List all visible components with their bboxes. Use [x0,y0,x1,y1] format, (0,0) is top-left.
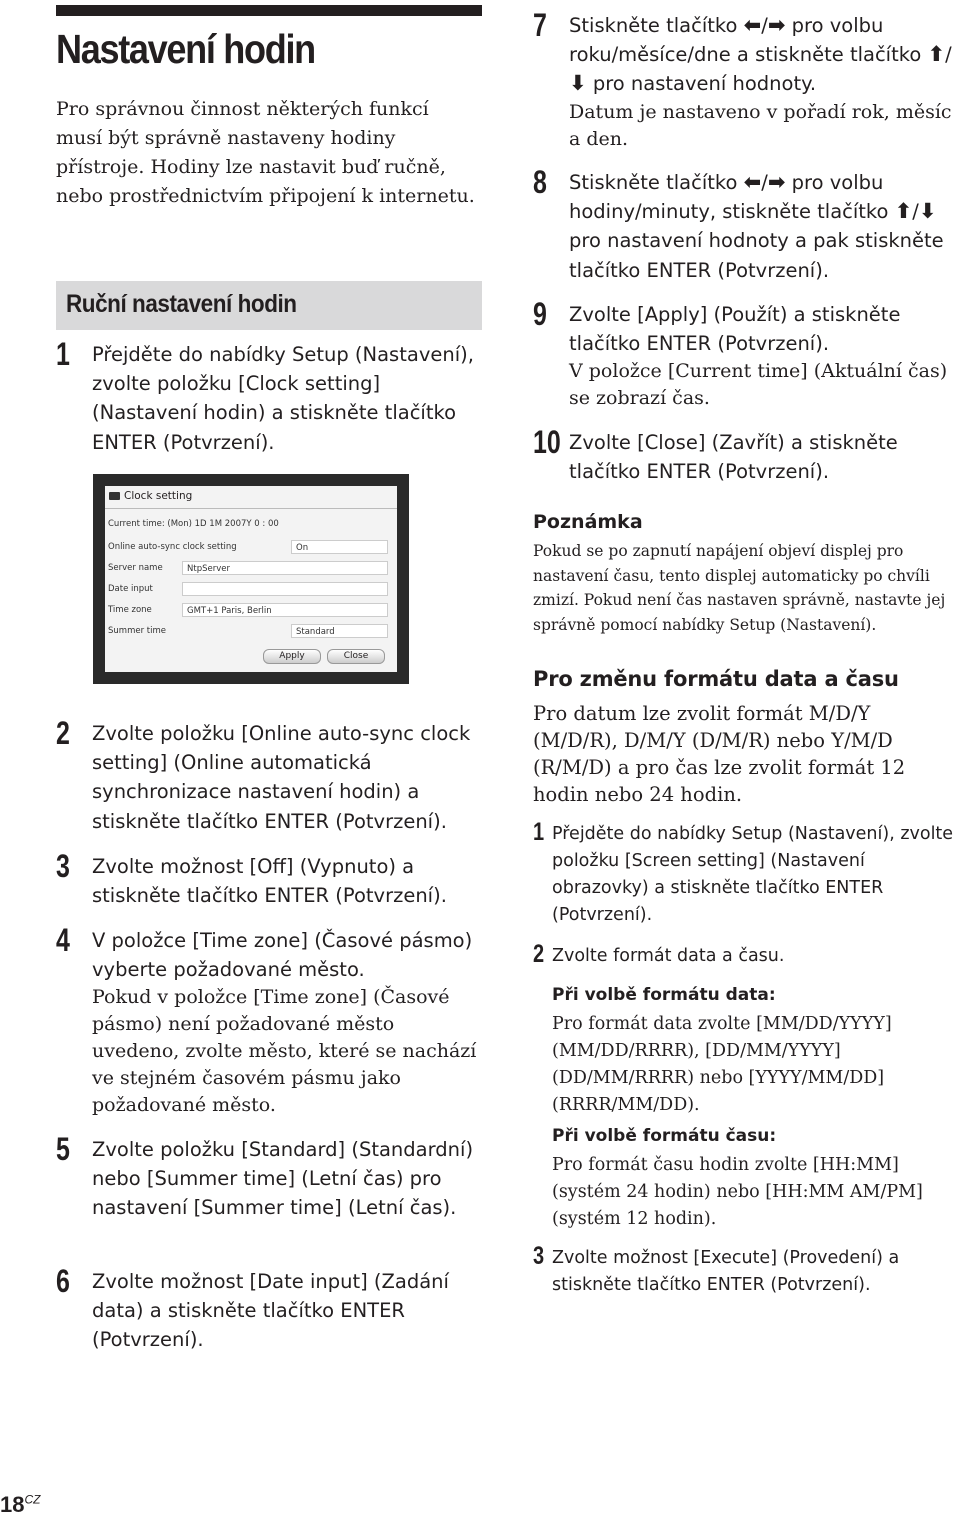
step-text-part: Stiskněte tlačítko [569,14,738,37]
step-text-part: Stiskněte tlačítko [569,171,738,194]
apply-button: Apply [263,649,321,664]
up-arrow-icon: ⬆ [927,42,946,67]
row-label: Date input [108,584,153,594]
step-number: 1 [56,336,70,372]
row-label: Server name [108,563,163,573]
step-7 [533,7,960,153]
step-text-part: pro nastavení hodnoty a pak stiskněte tlačítko ENTER (Potvrzení). [569,229,944,282]
screenshot-panel [105,486,397,672]
row-value: NtpServer [182,561,388,575]
step-number: 5 [56,1131,70,1167]
row-value: GMT+1 Paris, Berlin [182,603,388,617]
step-8 [533,164,960,285]
step-number: 3 [56,848,70,884]
time-format-heading: Při volbě formátu času: [552,1126,777,1146]
page-title: Nastavení hodin [56,26,315,72]
step-text: Přejděte do nabídky Setup (Nastavení), zvolte položku [Screen setting] (Nastavení obrazovky) a stiskněte tlačítko ENTER (Potvrzení). [552,824,954,925]
page-number [0,1492,40,1518]
note-text: Pokud se po zapnutí napájení objeví displej pro nastavení času, tento displej automaticky po chvíli zmizí. Pokud není čas nastaven správně, nastavte jej správně pomocí nabídky Setup (Nastavení). [533,542,946,634]
up-arrow-icon: ⬆ [894,199,913,224]
step-number: 6 [56,1263,70,1299]
step-6 [56,1263,482,1355]
step-text: Stiskněte tlačítko ⬅/➡ pro volbu roku/měsíce/dne a stiskněte tlačítko ⬆/⬇ pro nastavení hodnoty. [569,11,960,99]
screenshot-title: Clock setting [109,490,192,502]
current-time: Current time: (Mon) 1D 1M 2007Y 0 : 00 [108,519,279,529]
step-9 [533,296,960,412]
time-format-text: Pro formát času hodin zvolte [HH:MM] (systém 24 hodin) nebo [HH:MM AM/PM] (systém 12 hodin). [552,1155,923,1229]
step-text: Zvolte položku [Standard] (Standardní) nebo [Summer time] (Letní čas) pro nastavení [Summer time] (Letní čas). [92,1138,474,1220]
step-number: 2 [56,715,70,751]
section-heading-bar [56,281,482,330]
divider [105,508,397,509]
step-text: Zvolte [Apply] (Použít) a stiskněte tlačítko ENTER (Potvrzení). [569,303,901,356]
left-arrow-icon: ⬅ [743,170,762,194]
right-arrow-icon: ➡ [767,13,786,37]
down-arrow-icon: ⬇ [569,71,587,96]
page-number-value: 18 [0,1492,25,1517]
date-format-heading: Při volbě formátu data: [552,985,776,1005]
step-number: 9 [533,296,547,332]
step-5 [56,1131,482,1223]
step-text: Zvolte možnost [Date input] (Zadání data) a stiskněte tlačítko ENTER (Potvrzení). [92,1270,449,1352]
clock-setting-screenshot [93,474,409,684]
step-number: 10 [533,424,561,460]
row-label: Time zone [108,605,152,615]
step-4 [56,922,482,1119]
note-heading: Poznámka [533,511,643,533]
row-label: Online auto-sync clock setting [108,542,237,552]
left-arrow-icon: ⬅ [743,13,762,37]
step-text-part: pro volbu hodiny/minuty, stiskněte tlačítko [569,171,889,224]
step-1 [56,336,482,457]
step-subtext: V položce [Current time] (Aktuální čas) se zobrazí čas. [569,360,948,410]
step-text: Přejděte do nabídky Setup (Nastavení), zvolte položku [Clock setting] (Nastavení hodin) a stiskněte tlačítko ENTER (Potvrzení). [92,343,474,454]
step-text: Stiskněte tlačítko ⬅/➡ pro volbu hodiny/minuty, stiskněte tlačítko ⬆/⬇ pro nastavení hodnoty a pak stiskněte tlačítko ENTER (Potvrzení). [569,170,944,282]
step-number: 3 [533,1242,545,1270]
row-label: Summer time [108,626,166,636]
header-rule [56,5,482,16]
step-number: 8 [533,164,547,200]
page-language: CZ [24,1492,41,1507]
close-button: Close [327,649,385,664]
step-2 [56,715,482,836]
step-text: Zvolte formát data a času. [552,946,785,966]
step-10 [533,424,960,486]
step-text: Zvolte možnost [Off] (Vypnuto) a stiskněte tlačítko ENTER (Potvrzení). [92,855,447,908]
step-text-part: pro volbu roku/měsíce/dne a stiskněte tlačítko [569,14,922,67]
date-format-text: Pro formát data zvolte [MM/DD/YYYY] (MM/DD/RRRR), [DD/MM/YYYY] (DD/MM/RRRR) nebo [YYYY/MM/DD] (RRRR/MM/DD). [552,1014,892,1115]
format-heading: Pro změnu formátu data a času [533,667,899,691]
step-text: V položce [Time zone] (Časové pásmo) vyberte požadované město. [92,929,473,982]
step-number: 2 [533,940,545,968]
step-3 [56,848,482,910]
step-text: Zvolte možnost [Execute] (Provedení) a stiskněte tlačítko ENTER (Potvrzení). [552,1248,900,1295]
row-value: On [291,540,388,554]
step-number: 1 [533,818,545,846]
down-arrow-icon: ⬇ [918,199,937,224]
row-value: Standard [291,624,388,638]
step-subtext: Pokud v položce [Time zone] (Časové pásmo) není požadované město uvedeno, zvolte město, které se nachází ve stejném časovém pásmu jako požadované město. [92,986,477,1117]
row-value [182,582,388,596]
intro-text: Pro správnou činnost některých funkcí musí být správně nastaveny hodiny přístroje. Hodiny lze nastavit buď ručně, nebo prostřednictvím připojení k internetu. [56,98,475,207]
section-heading: Ruční nastavení hodin [66,290,297,318]
step-text-part: pro nastavení hodnoty. [592,72,817,96]
step-text: Zvolte položku [Online auto-sync clock setting] (Online automatická synchronizace nastavení hodin) a stiskněte tlačítko ENTER (Potvrzení). [92,722,471,833]
format-intro: Pro datum lze zvolit formát M/D/Y (M/D/R), D/M/Y (D/M/R) nebo Y/M/D (R/M/D) a pro čas lze zvolit formát 12 hodin nebo 24 hodin. [533,702,906,806]
step-subtext: Datum je nastaveno v pořadí rok, měsíc a den. [569,100,952,150]
step-number: 7 [533,7,547,43]
step-number: 4 [56,922,70,958]
step-text: Zvolte [Close] (Zavřít) a stiskněte tlačítko ENTER (Potvrzení). [569,431,898,484]
right-arrow-icon: ➡ [767,170,786,194]
